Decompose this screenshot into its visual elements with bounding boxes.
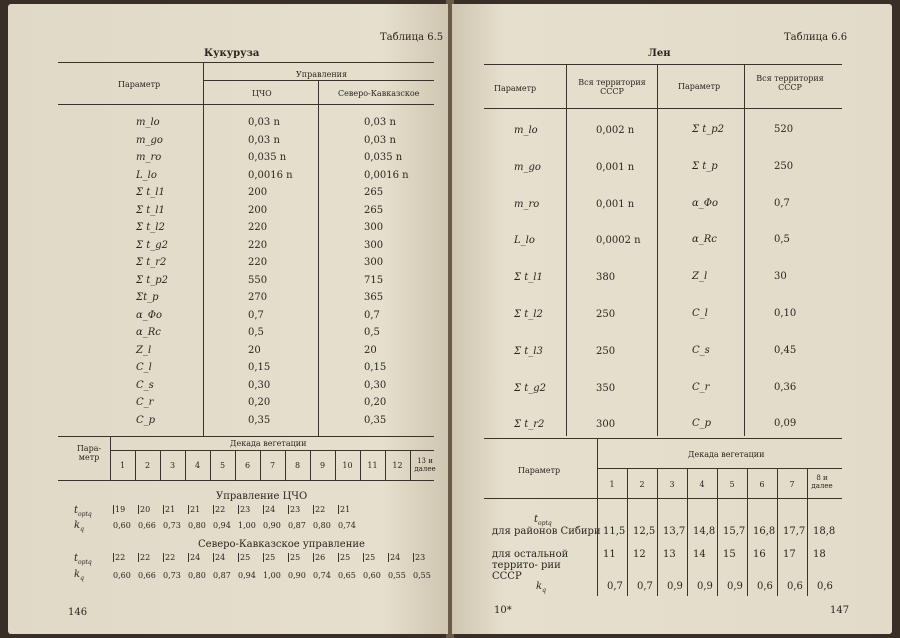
left-t1-value: 20 [140, 505, 151, 514]
left-row-cchо: 0,15 [248, 362, 271, 373]
right-row-param-b: Z_l [692, 271, 708, 283]
right-row1-value: 17,7 [783, 526, 806, 537]
left-header-col2: Северо-Кавказское [338, 89, 420, 98]
right-decade-col: 2 [639, 480, 645, 489]
right-row2-value: 13 [663, 549, 676, 560]
right-row-value-b: 0,10 [774, 308, 797, 319]
left-t2-value: 26 [315, 553, 326, 562]
left-row-nk: 0,0016 n [364, 169, 409, 181]
right-row-param-b: α_Φo [692, 197, 718, 209]
left-decade-col: 2 [144, 461, 151, 470]
left-row-param: Σ t_l1 [136, 204, 165, 216]
left-k2-value: 0,74 [313, 571, 331, 580]
right-row3-value: 0,9 [697, 581, 713, 592]
left-decade-col: 13 и далее [414, 457, 436, 473]
left-row-nk: 0,5 [364, 327, 380, 338]
left-decade-col: 1 [119, 461, 126, 470]
right-row3-value: 0,9 [667, 581, 683, 592]
left-row-nk: 0,035 n [364, 152, 403, 163]
left-header-group: Управления [296, 70, 348, 79]
left-t2-value: 23 [415, 553, 426, 562]
right-row2-value: 11 [603, 549, 616, 560]
right-row1-value: 16,8 [753, 526, 776, 537]
left-k2-value: 0,90 [288, 571, 306, 580]
left-row-param: α_Φo [136, 309, 162, 321]
right-row1-label: для районов Сибири [492, 526, 601, 537]
left-k2-value: 0,73 [163, 571, 181, 580]
left-decade-col: 5 [219, 461, 226, 470]
right-decade-col: 7 [789, 480, 795, 489]
left-k-label-1: $k_q$ [74, 520, 84, 533]
right-decade-col: 6 [759, 480, 765, 489]
right-k-label: $k_q$ [536, 581, 546, 594]
right-header-param2: Параметр [678, 82, 721, 91]
left-k1-value: 1,00 [238, 521, 256, 530]
left-row-cchо: 220 [248, 222, 268, 233]
right-row-value-a: 250 [596, 345, 616, 357]
right-row-value-b: 0,09 [774, 418, 797, 430]
left-row-cchо: 0,03 n [248, 117, 280, 128]
right-row2-value: 17 [783, 549, 796, 560]
left-header-param: Параметр [118, 80, 161, 89]
left-row-param: Σ t_r2 [136, 257, 167, 268]
right-row-param-b: Σ t_p2 [692, 124, 725, 135]
right-row3-value: 0,7 [637, 581, 653, 592]
left-row-nk: 0,03 n [364, 117, 396, 128]
right-row3-value: 0,9 [727, 581, 743, 592]
right-row1-value: 11,5 [603, 526, 626, 537]
left-table-number: Таблица 6.5 [380, 32, 444, 43]
left-k-label-2: $k_q$ [74, 569, 84, 582]
right-row-param-b: C_s [692, 344, 710, 356]
left-row-param: C_r [136, 397, 154, 408]
left-row-cchо: 220 [248, 257, 268, 268]
right-row-param-b: Σ t_p [692, 160, 718, 172]
left-k2-value: 0,55 [413, 571, 431, 580]
right-row-value-b: 520 [774, 124, 794, 135]
left-row-param: C_p [136, 414, 156, 426]
left-t2-value: 24 [190, 553, 201, 562]
left-k2-value: 0,65 [338, 571, 356, 580]
left-row-param: m_go [136, 134, 163, 146]
left-row-param: Σ t_l2 [136, 222, 165, 233]
right-row2-value: 16 [753, 549, 766, 560]
left-t2-value: 24 [215, 553, 226, 562]
left-k2-value: 0,60 [363, 571, 381, 580]
right-row2-value: 12 [633, 549, 646, 560]
right-row-param-a: Σ t_l1 [514, 272, 543, 284]
right-row-param-a: Σ t_l2 [514, 309, 543, 320]
left-row-nk: 0,03 n [364, 134, 396, 146]
left-k1-value: 0,74 [338, 521, 356, 530]
left-decade-param: Пара- метр [76, 444, 102, 462]
right-page [452, 4, 892, 634]
right-row-param-b: α_Rc [692, 234, 717, 246]
right-decade-col: 5 [729, 480, 735, 489]
right-decade-col: 8 и далее [811, 474, 833, 490]
right-row2-value: 15 [723, 549, 736, 560]
left-t1-value: 21 [340, 505, 351, 514]
right-row-param-b: C_l [692, 308, 708, 319]
left-k1-value: 0,87 [288, 521, 306, 530]
left-page-number: 146 [68, 607, 88, 618]
right-row1-value: 15,7 [723, 526, 746, 537]
left-t1-value: 24 [265, 505, 276, 514]
left-row-param: Σ t_p2 [136, 274, 169, 286]
right-row1-value: 18,8 [813, 526, 836, 537]
left-row-nk: 300 [364, 239, 384, 251]
left-k2-value: 0,80 [188, 571, 206, 580]
left-decade-header: Декада вегетации [230, 439, 307, 448]
left-row-cchо: 0,03 n [248, 134, 280, 146]
left-t2-value: 22 [115, 553, 126, 562]
left-row-cchо: 200 [248, 204, 268, 216]
left-row-cchо: 0,0016 n [248, 169, 293, 181]
left-t2-value: 25 [240, 553, 251, 562]
left-k2-value: 1,00 [263, 571, 281, 580]
left-row-nk: 20 [364, 344, 377, 356]
left-row-nk: 265 [364, 204, 384, 216]
left-decade-col: 11 [367, 461, 378, 470]
left-t2-value: 25 [290, 553, 301, 562]
right-row-value-a: 380 [596, 272, 616, 284]
left-row-cchо: 0,5 [248, 327, 264, 338]
right-row-value-a: 0,001 n [596, 198, 635, 210]
right-row-param-a: Σ t_l3 [514, 345, 543, 357]
left-t-label-1: $t_{optq}$ [74, 505, 92, 518]
right-decade-col: 1 [609, 480, 615, 489]
left-k2-value: 0,55 [388, 571, 406, 580]
right-row-param-a: m_go [514, 161, 541, 173]
right-row1-value: 13,7 [663, 526, 686, 537]
right-row1-value: 14,8 [693, 526, 716, 537]
left-t1-value: 23 [240, 505, 251, 514]
right-row-value-a: 300 [596, 419, 616, 431]
right-table-number: Таблица 6.6 [784, 32, 848, 43]
right-row-value-b: 0,7 [774, 197, 790, 209]
right-row-value-b: 250 [774, 160, 794, 172]
left-t2-value: 25 [365, 553, 376, 562]
left-row-nk: 265 [364, 187, 384, 198]
left-t2-value: 22 [140, 553, 151, 562]
right-row-param-a: m_ro [514, 198, 540, 210]
right-row2-label: для остальной террито- рии СССР [492, 549, 569, 582]
left-k1-value: 0,66 [138, 521, 156, 530]
left-decade-col: 3 [169, 461, 176, 470]
left-row-param: m_lo [136, 117, 160, 128]
left-decade-col: 12 [392, 461, 403, 470]
right-row-value-b: 0,45 [774, 344, 797, 356]
left-k1-value: 0,94 [213, 521, 231, 530]
left-t2-value: 25 [340, 553, 351, 562]
left-t1-value: 21 [190, 505, 201, 514]
left-row-param: Σ t_g2 [136, 239, 169, 251]
left-t1-value: 23 [290, 505, 301, 514]
left-t2-value: 25 [265, 553, 276, 562]
right-row-value-a: 250 [596, 309, 616, 320]
left-row-cchо: 20 [248, 344, 261, 356]
left-header-col1: ЦЧО [252, 89, 272, 98]
right-t-label: $t_{optq}$ [534, 514, 552, 527]
right-header-col1: Вся территория СССР [578, 78, 646, 96]
right-row-value-a: 0,0002 n [596, 235, 641, 247]
left-decade-col: 7 [269, 461, 276, 470]
left-row-nk: 715 [364, 274, 384, 286]
left-row-nk: 0,20 [364, 397, 387, 408]
left-row-param: C_l [136, 362, 152, 373]
left-t1-value: 19 [115, 505, 126, 514]
right-table-title: Лен [648, 48, 671, 59]
right-row-value-b: 30 [774, 271, 787, 283]
right-row3-value: 0,6 [757, 581, 773, 592]
left-row-cchо: 0,20 [248, 397, 271, 408]
right-row-value-b: 0,36 [774, 381, 797, 393]
left-k2-value: 0,87 [213, 571, 231, 580]
right-row2-value: 18 [813, 549, 826, 560]
left-section2: Северо-Кавказское управление [198, 539, 365, 550]
left-t2-value: 22 [165, 553, 176, 562]
left-decade-col: 8 [294, 461, 301, 470]
left-decade-col: 9 [319, 461, 326, 470]
left-table-title: Кукуруза [204, 48, 260, 59]
left-k1-value: 0,73 [163, 521, 181, 530]
left-row-param: L_lo [136, 169, 157, 181]
left-row-cchо: 0,35 [248, 414, 271, 426]
right-decade-col: 3 [669, 480, 675, 489]
left-row-cchо: 220 [248, 239, 268, 251]
right-row-value-a: 0,001 n [596, 161, 635, 173]
left-k1-value: 0,90 [263, 521, 281, 530]
left-decade-col: 6 [244, 461, 251, 470]
right-row-param-b: C_p [692, 418, 712, 430]
left-k2-value: 0,94 [238, 571, 256, 580]
left-page [8, 4, 448, 634]
left-t2-value: 24 [390, 553, 401, 562]
left-row-nk: 0,35 [364, 414, 387, 426]
left-k2-value: 0,60 [113, 571, 131, 580]
left-row-param: α_Rc [136, 327, 161, 338]
right-row-param-a: Σ t_r2 [514, 419, 545, 431]
left-t1-value: 21 [165, 505, 176, 514]
right-decade-col: 4 [699, 480, 705, 489]
left-row-cchо: 550 [248, 274, 268, 286]
right-row3-value: 0,6 [817, 581, 833, 592]
left-row-nk: 300 [364, 222, 384, 233]
left-t1-value: 22 [315, 505, 326, 514]
left-row-param: Σt_p [136, 292, 159, 303]
left-row-cchо: 200 [248, 187, 268, 198]
left-row-nk: 365 [364, 292, 384, 303]
left-row-param: Σ t_l1 [136, 187, 165, 198]
left-k1-value: 0,80 [313, 521, 331, 530]
left-row-cchо: 270 [248, 292, 268, 303]
left-k1-value: 0,60 [113, 521, 131, 530]
right-row-param-a: Σ t_g2 [514, 382, 547, 394]
right-row-value-a: 350 [596, 382, 616, 394]
left-section1: Управление ЦЧО [216, 491, 308, 502]
right-page-number: 147 [830, 605, 850, 616]
left-decade-col: 10 [342, 461, 353, 470]
right-signature: 10* [494, 605, 512, 616]
right-row-param-a: L_lo [514, 235, 535, 247]
right-row-param-a: m_lo [514, 125, 538, 136]
right-decade-param: Параметр [518, 466, 561, 475]
left-row-nk: 0,7 [364, 309, 380, 321]
right-row2-value: 14 [693, 549, 706, 560]
right-header-col2: Вся территория СССР [756, 74, 824, 92]
left-row-cchо: 0,7 [248, 309, 264, 321]
left-t-label-2: $t_{optq}$ [74, 553, 92, 566]
right-row3-value: 0,6 [787, 581, 803, 592]
left-row-param: m_ro [136, 152, 162, 163]
right-decade-header: Декада вегетации [688, 450, 765, 459]
left-row-cchо: 0,30 [248, 379, 271, 391]
left-row-nk: 300 [364, 257, 384, 268]
right-header-param1: Параметр [494, 84, 537, 93]
left-row-param: C_s [136, 379, 154, 391]
right-row-param-b: C_r [692, 381, 710, 393]
left-k1-value: 0,80 [188, 521, 206, 530]
left-decade-col: 4 [194, 461, 201, 470]
right-row1-value: 12,5 [633, 526, 656, 537]
right-row-value-a: 0,002 n [596, 125, 635, 136]
right-row3-value: 0,7 [607, 581, 623, 592]
left-row-nk: 0,15 [364, 362, 387, 373]
right-row-value-b: 0,5 [774, 234, 790, 246]
left-t1-value: 22 [215, 505, 226, 514]
left-k2-value: 0,66 [138, 571, 156, 580]
left-row-cchо: 0,035 n [248, 152, 287, 163]
left-row-param: Z_l [136, 344, 152, 356]
left-row-nk: 0,30 [364, 379, 387, 391]
